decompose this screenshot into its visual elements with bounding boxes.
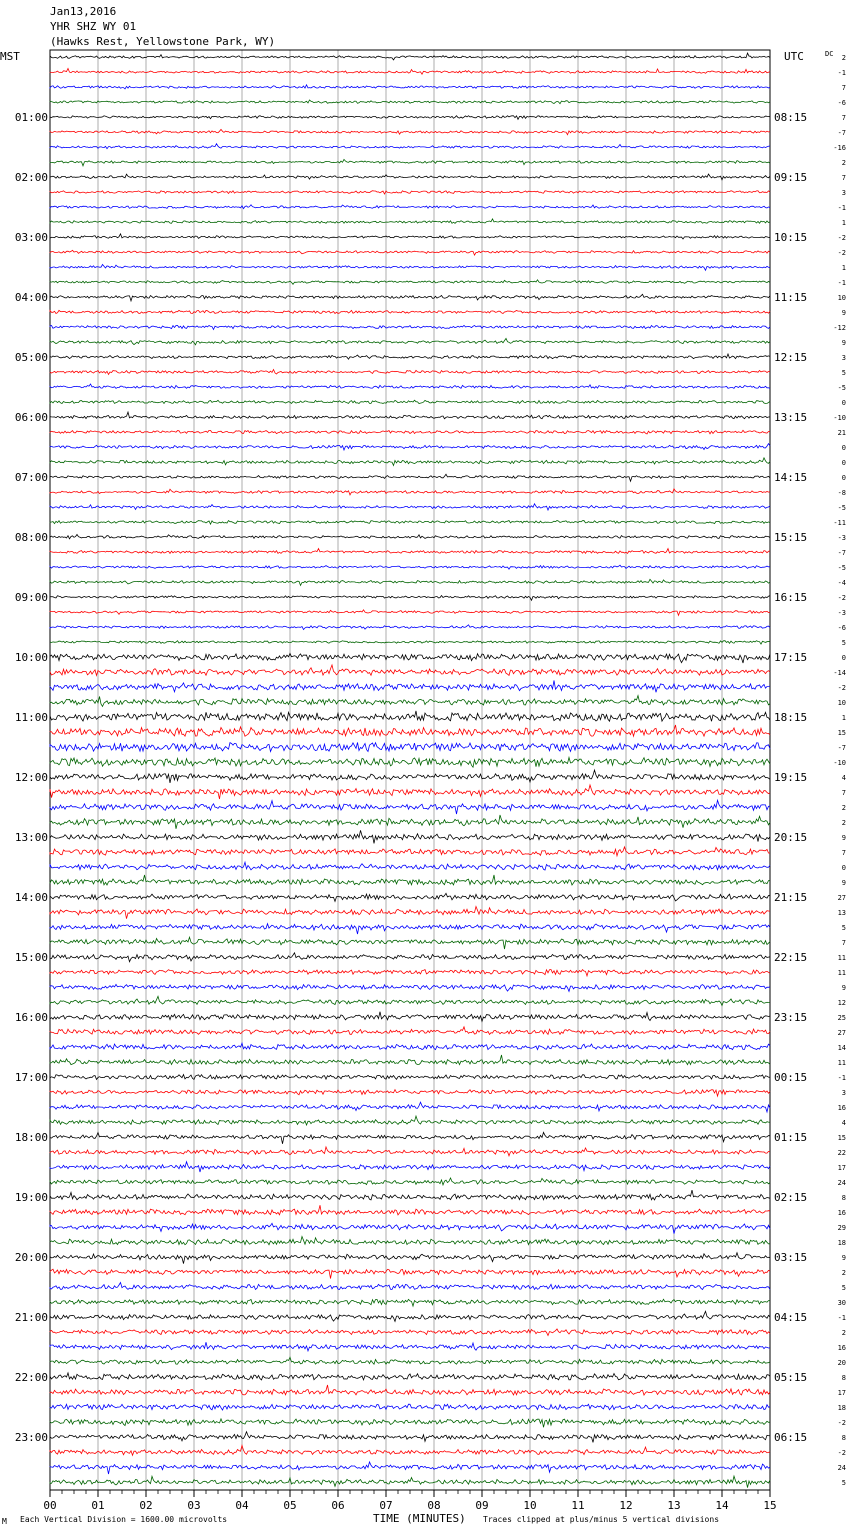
corner-mark: M [2, 1517, 7, 1526]
seismic-trace [50, 535, 770, 539]
dc-offset-label: -10 [833, 759, 846, 767]
dc-offset-label: 16 [837, 1209, 846, 1217]
seismic-trace [50, 770, 770, 783]
dc-offset-label: 16 [837, 1104, 846, 1112]
dc-offset-label: 9 [841, 1254, 846, 1262]
dc-offset-label: -1 [837, 1074, 846, 1082]
utc-hour-label: 08:15 [774, 111, 808, 124]
seismic-trace [50, 875, 770, 885]
utc-hour-label: 05:15 [774, 1371, 808, 1384]
dc-header-label: DC [825, 50, 834, 58]
seismic-trace [50, 430, 770, 434]
seismic-trace [50, 338, 770, 344]
seismic-trace [50, 1027, 770, 1035]
x-tick-label: 09 [475, 1499, 489, 1512]
labels [0, 50, 846, 1512]
x-tick-label: 11 [571, 1499, 585, 1512]
utc-hour-label: 16:15 [774, 591, 808, 604]
seismic-trace [50, 1253, 770, 1264]
seismic-trace [50, 219, 770, 223]
seismic-trace [50, 1476, 770, 1488]
dc-offset-label: 16 [837, 1344, 846, 1352]
seismic-trace [50, 458, 770, 466]
seismic-trace [50, 665, 770, 675]
dc-offset-label: -5 [837, 384, 846, 392]
dc-offset-label: -10 [833, 414, 846, 422]
mst-hour-label: 02:00 [14, 171, 48, 184]
dc-offset-label: -7 [837, 549, 846, 557]
seismic-trace [50, 474, 770, 481]
mst-hour-label: 11:00 [14, 711, 48, 724]
seismic-trace [50, 1162, 770, 1172]
x-tick-label: 02 [139, 1499, 153, 1512]
seismic-trace [50, 815, 770, 829]
dc-offset-label: 10 [837, 294, 846, 302]
dc-offset-label: 12 [837, 999, 846, 1007]
right-timezone-label: UTC [784, 50, 804, 63]
seismic-trace [50, 69, 770, 75]
seismic-trace [50, 1311, 770, 1321]
dc-offset-label: 1 [841, 714, 846, 722]
x-tick-label: 06 [331, 1499, 345, 1512]
mst-hour-label: 07:00 [14, 471, 48, 484]
mst-hour-label: 04:00 [14, 291, 48, 304]
dc-offset-label: -2 [837, 1449, 846, 1457]
dc-offset-label: 10 [837, 699, 846, 707]
dc-offset-label: -3 [837, 609, 846, 617]
dc-offset-label: 30 [837, 1299, 846, 1307]
dc-offset-label: 2 [841, 819, 846, 827]
seismic-trace [50, 444, 770, 450]
dc-offset-label: 11 [837, 969, 846, 977]
dc-offset-label: 17 [837, 1164, 846, 1172]
dc-offset-label: 2 [841, 54, 846, 62]
seismic-trace [50, 144, 770, 149]
dc-offset-label: 0 [841, 459, 846, 467]
utc-hour-label: 11:15 [774, 291, 808, 304]
seismic-trace [50, 1012, 770, 1022]
utc-hour-label: 19:15 [774, 771, 808, 784]
utc-hour-label: 06:15 [774, 1431, 808, 1444]
mst-hour-label: 23:00 [14, 1431, 48, 1444]
dc-offset-label: 9 [841, 984, 846, 992]
utc-hour-label: 15:15 [774, 531, 808, 544]
mst-hour-label: 19:00 [14, 1191, 48, 1204]
x-tick-label: 14 [715, 1499, 729, 1512]
dc-offset-label: -3 [837, 534, 846, 542]
seismic-trace [50, 996, 770, 1005]
mst-hour-label: 18:00 [14, 1131, 48, 1144]
dc-offset-label: 8 [841, 1194, 846, 1202]
seismic-trace [50, 565, 770, 569]
seismic-trace [50, 205, 770, 209]
seismic-trace [50, 85, 770, 89]
dc-offset-label: 9 [841, 339, 846, 347]
mst-hour-label: 20:00 [14, 1251, 48, 1264]
seismic-trace [50, 893, 770, 901]
dc-offset-label: -8 [837, 489, 846, 497]
seismic-trace [50, 785, 770, 799]
seismic-trace [50, 924, 770, 934]
dc-offset-label: 18 [837, 1404, 846, 1412]
dc-offset-label: 5 [841, 369, 846, 377]
dc-offset-label: 7 [841, 849, 846, 857]
dc-offset-label: 18 [837, 1239, 846, 1247]
seismic-trace [50, 412, 770, 419]
seismic-trace [50, 1432, 770, 1443]
utc-hour-label: 23:15 [774, 1011, 808, 1024]
seismic-trace [50, 1190, 770, 1200]
seismic-trace [50, 641, 770, 644]
seismic-trace [50, 1178, 770, 1185]
utc-hour-label: 10:15 [774, 231, 808, 244]
mst-hour-label: 13:00 [14, 831, 48, 844]
mst-hour-label: 17:00 [14, 1071, 48, 1084]
seismic-trace [50, 521, 770, 525]
seismic-trace [50, 234, 770, 239]
dc-offset-label: -6 [837, 99, 846, 107]
dc-offset-label: -4 [837, 579, 846, 587]
seismic-trace [50, 1342, 770, 1351]
x-tick-label: 01 [91, 1499, 105, 1512]
dc-offset-label: -7 [837, 129, 846, 137]
seismic-trace [50, 174, 770, 180]
mst-hour-label: 05:00 [14, 351, 48, 364]
dc-offset-label: 1 [841, 264, 846, 272]
traces [50, 53, 770, 1488]
utc-hour-label: 04:15 [774, 1311, 808, 1324]
dc-offset-label: 4 [841, 774, 846, 782]
dc-offset-label: 7 [841, 174, 846, 182]
seismic-trace [50, 984, 770, 991]
seismic-trace [50, 116, 770, 120]
x-tick-label: 04 [235, 1499, 249, 1512]
dc-offset-label: 25 [837, 1014, 846, 1022]
dc-offset-label: 24 [837, 1464, 846, 1472]
dc-offset-label: -11 [833, 519, 846, 527]
mst-hour-label: 15:00 [14, 951, 48, 964]
dc-offset-label: 5 [841, 924, 846, 932]
utc-hour-label: 22:15 [774, 951, 808, 964]
seismic-trace [50, 1205, 770, 1215]
scale-note: Each Vertical Division = 1600.00 microvolts [20, 1515, 228, 1524]
dc-offset-label: 3 [841, 189, 846, 197]
gridlines [50, 50, 770, 1497]
header-station: YHR SHZ WY 01 [50, 20, 137, 33]
seismic-trace [50, 1329, 770, 1336]
x-tick-label: 08 [427, 1499, 441, 1512]
seismic-trace [50, 596, 770, 601]
mst-hour-label: 10:00 [14, 651, 48, 664]
seismic-trace [50, 191, 770, 194]
dc-offset-label: 13 [837, 909, 846, 917]
dc-offset-label: 2 [841, 1329, 846, 1337]
seismic-trace [50, 1116, 770, 1125]
dc-offset-label: 24 [837, 1179, 846, 1187]
seismic-trace [50, 953, 770, 962]
mst-hour-label: 03:00 [14, 231, 48, 244]
seismic-trace [50, 280, 770, 285]
dc-offset-label: -5 [837, 564, 846, 572]
dc-offset-label: -2 [837, 249, 846, 257]
seismic-trace [50, 384, 770, 388]
dc-offset-label: 9 [841, 879, 846, 887]
seismic-trace [50, 1357, 770, 1364]
dc-offset-label: 11 [837, 954, 846, 962]
seismic-trace [50, 1237, 770, 1245]
utc-hour-label: 13:15 [774, 411, 808, 424]
dc-offset-label: 20 [837, 1359, 846, 1367]
seismic-trace [50, 325, 770, 329]
dc-offset-label: 5 [841, 1479, 846, 1487]
mst-hour-label: 14:00 [14, 891, 48, 904]
dc-offset-label: 0 [841, 654, 846, 662]
seismic-trace [50, 1075, 770, 1080]
seismic-trace [50, 579, 770, 585]
mst-hour-label: 22:00 [14, 1371, 48, 1384]
dc-offset-label: 5 [841, 639, 846, 647]
dc-offset-label: 5 [841, 1284, 846, 1292]
dc-offset-label: 9 [841, 834, 846, 842]
dc-offset-label: 0 [841, 474, 846, 482]
seismic-trace [50, 310, 770, 313]
seismic-trace [50, 1102, 770, 1112]
seismic-trace [50, 1419, 770, 1427]
seismic-trace [50, 250, 770, 255]
dc-offset-label: 2 [841, 804, 846, 812]
seismic-trace [50, 654, 770, 664]
seismic-trace [50, 1446, 770, 1456]
seismic-trace [50, 294, 770, 301]
dc-offset-label: 7 [841, 84, 846, 92]
utc-hour-label: 02:15 [774, 1191, 808, 1204]
dc-offset-label: 7 [841, 114, 846, 122]
seismic-trace [50, 159, 770, 165]
seismic-trace [50, 937, 770, 949]
seismic-trace [50, 489, 770, 495]
dc-offset-label: 7 [841, 789, 846, 797]
x-tick-label: 10 [523, 1499, 537, 1512]
seismic-trace [50, 1269, 770, 1278]
seismic-trace [50, 1055, 770, 1065]
dc-offset-label: -2 [837, 1419, 846, 1427]
dc-offset-label: -12 [833, 324, 846, 332]
seismic-trace [50, 625, 770, 630]
dc-offset-label: 27 [837, 1029, 846, 1037]
seismic-trace [50, 1043, 770, 1049]
header-date: Jan13,2016 [50, 5, 117, 18]
seismic-trace [50, 1462, 770, 1474]
mst-hour-label: 01:00 [14, 111, 48, 124]
seismic-trace [50, 743, 770, 752]
utc-hour-label: 20:15 [774, 831, 808, 844]
seismic-trace [50, 1147, 770, 1156]
x-tick-label: 00 [43, 1499, 57, 1512]
dc-offset-label: 0 [841, 864, 846, 872]
seismic-trace [50, 265, 770, 271]
x-axis-title: TIME (MINUTES) [373, 1512, 466, 1525]
seismic-trace [50, 1283, 770, 1290]
dc-offset-label: -1 [837, 1314, 846, 1322]
dc-offset-label: -6 [837, 624, 846, 632]
mst-hour-label: 16:00 [14, 1011, 48, 1024]
seismic-trace [50, 1404, 770, 1410]
clip-note: Traces clipped at plus/minus 5 vertical divisions [483, 1515, 720, 1524]
seismic-trace [50, 1090, 770, 1097]
dc-offset-label: 9 [841, 309, 846, 317]
dc-offset-label: 2 [841, 1269, 846, 1277]
seismic-trace [50, 549, 770, 554]
mst-hour-label: 12:00 [14, 771, 48, 784]
utc-hour-label: 17:15 [774, 651, 808, 664]
dc-offset-label: 0 [841, 399, 846, 407]
seismic-trace [50, 907, 770, 919]
dc-offset-label: 0 [841, 444, 846, 452]
seismic-trace [50, 696, 770, 707]
dc-offset-label: 15 [837, 729, 846, 737]
dc-offset-label: 8 [841, 1374, 846, 1382]
seismic-trace [50, 725, 770, 736]
seismic-trace [50, 862, 770, 870]
left-timezone-label: MST [0, 50, 20, 63]
dc-offset-label: -5 [837, 504, 846, 512]
x-tick-label: 07 [379, 1499, 393, 1512]
dc-offset-label: -16 [833, 144, 846, 152]
dc-offset-label: 22 [837, 1149, 846, 1157]
utc-hour-label: 00:15 [774, 1071, 808, 1084]
seismic-trace [50, 354, 770, 359]
x-tick-label: 03 [187, 1499, 201, 1512]
utc-hour-label: 09:15 [774, 171, 808, 184]
dc-offset-label: -1 [837, 69, 846, 77]
header-location: (Hawks Rest, Yellowstone Park, WY) [50, 35, 276, 48]
seismic-trace [50, 1373, 770, 1380]
dc-offset-label: 4 [841, 1119, 846, 1127]
seismic-trace [50, 1385, 770, 1395]
dc-offset-label: -7 [837, 744, 846, 752]
dc-offset-label: -1 [837, 204, 846, 212]
seismic-trace [50, 610, 770, 616]
mst-hour-label: 08:00 [14, 531, 48, 544]
dc-offset-label: 3 [841, 354, 846, 362]
dc-offset-label: 3 [841, 1089, 846, 1097]
seismic-trace [50, 681, 770, 693]
seismic-trace [50, 1223, 770, 1233]
seismic-trace [50, 830, 770, 843]
utc-hour-label: 12:15 [774, 351, 808, 364]
dc-offset-label: 7 [841, 939, 846, 947]
seismic-trace [50, 53, 770, 60]
x-tick-label: 15 [763, 1499, 777, 1512]
dc-offset-label: 2 [841, 159, 846, 167]
x-tick-label: 05 [283, 1499, 297, 1512]
dc-offset-label: -14 [833, 669, 846, 677]
utc-hour-label: 21:15 [774, 891, 808, 904]
dc-offset-label: 21 [837, 429, 846, 437]
mst-hour-label: 21:00 [14, 1311, 48, 1324]
seismic-trace [50, 1299, 770, 1306]
utc-hour-label: 03:15 [774, 1251, 808, 1264]
seismic-trace [50, 847, 770, 856]
mst-hour-label: 06:00 [14, 411, 48, 424]
utc-hour-label: 01:15 [774, 1131, 808, 1144]
dc-offset-label: 29 [837, 1224, 846, 1232]
dc-offset-label: -2 [837, 234, 846, 242]
dc-offset-label: 14 [837, 1044, 846, 1052]
x-tick-label: 12 [619, 1499, 633, 1512]
seismic-trace [50, 504, 770, 510]
seismic-trace [50, 711, 770, 721]
dc-offset-label: -1 [837, 279, 846, 287]
seismic-trace [50, 758, 770, 768]
mst-hour-label: 09:00 [14, 591, 48, 604]
dc-offset-label: 17 [837, 1389, 846, 1397]
dc-offset-label: -2 [837, 594, 846, 602]
seismic-trace [50, 1132, 770, 1143]
dc-offset-label: 11 [837, 1059, 846, 1067]
seismic-trace [50, 100, 770, 104]
dc-offset-label: 1 [841, 219, 846, 227]
seismic-trace [50, 970, 770, 976]
dc-offset-label: 8 [841, 1434, 846, 1442]
seismic-trace [50, 400, 770, 403]
utc-hour-label: 18:15 [774, 711, 808, 724]
seismic-trace [50, 370, 770, 375]
dc-offset-label: 15 [837, 1134, 846, 1142]
utc-hour-label: 14:15 [774, 471, 808, 484]
seismic-trace [50, 800, 770, 814]
seismic-trace [50, 129, 770, 134]
dc-offset-label: -2 [837, 684, 846, 692]
dc-offset-label: 27 [837, 894, 846, 902]
x-tick-label: 13 [667, 1499, 681, 1512]
